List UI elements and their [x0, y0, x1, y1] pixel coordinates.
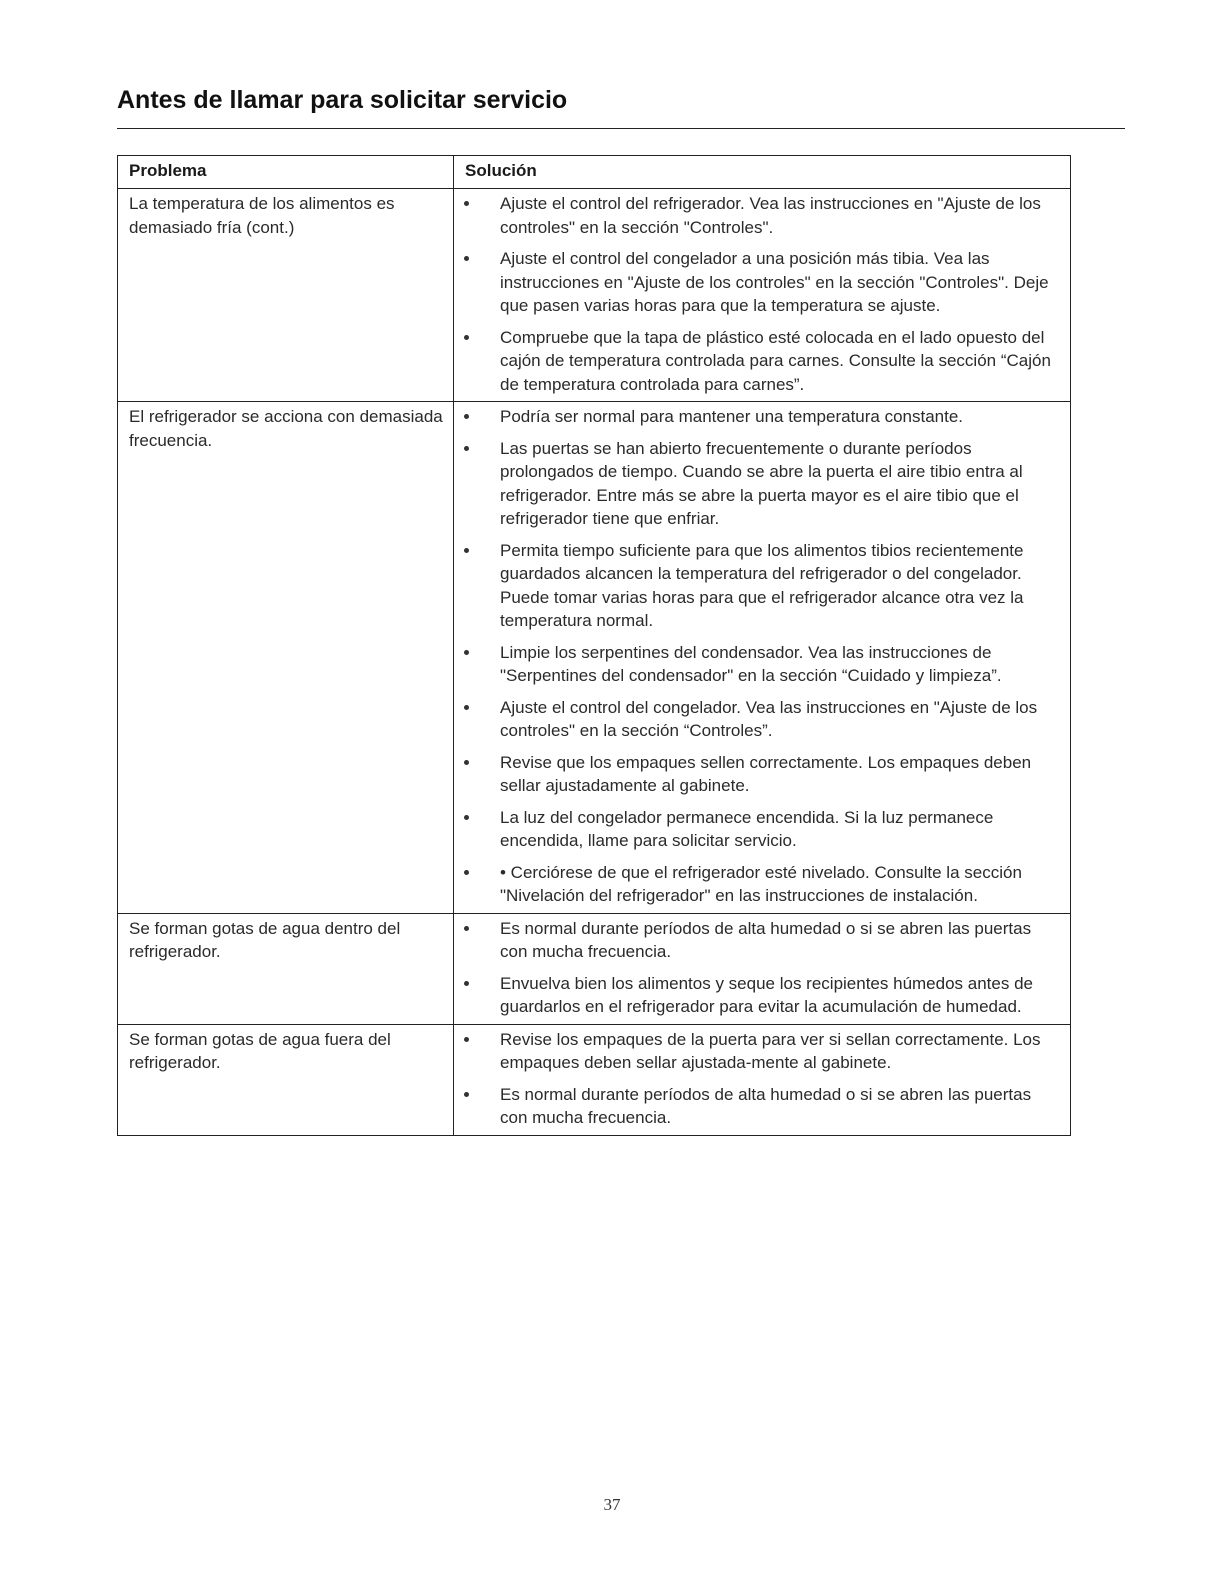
bullet-icon [464, 335, 469, 340]
solution-cell [454, 1024, 1071, 1135]
troubleshooting-table [117, 155, 1071, 1136]
solution-list [462, 405, 1060, 908]
solution-text: Ajuste el control del refrigerador. Vea las instrucciones en "Ajuste de los controles" en la sección "Controles". [500, 194, 1041, 237]
solution-text: Revise que los empaques sellen correctamente. Los empaques deben sellar ajustadamente al gabinete. [500, 752, 1032, 795]
solution-cell [454, 402, 1071, 914]
solution-item [462, 1028, 1060, 1075]
solution-text: Permita tiempo suficiente para que los alimentos tibios recientemente guardados alcancen la temperatura del refrigerador o del congelador. Puede tomar varias horas para que el refrigerador alcance otra vez la temperatura normal. [500, 540, 1024, 630]
solution-text: La luz del congelador permanece encendida. Si la luz permanece encendida, llame para solicitar servicio. [500, 807, 994, 850]
solution-text: Es normal durante períodos de alta humedad o si se abren las puertas con mucha frecuencia. [500, 1084, 1032, 1127]
table-header-row [118, 156, 1071, 189]
solution-item [462, 326, 1060, 397]
column-header-problem: Problema [118, 156, 454, 189]
solution-text: Es normal durante períodos de alta humedad o si se abren las puertas con mucha frecuencia. [500, 918, 1032, 961]
solution-item [462, 1083, 1060, 1130]
bullet-icon [464, 1092, 469, 1097]
solution-list [462, 917, 1060, 1019]
table-row [118, 913, 1071, 1024]
bullet-icon [464, 760, 469, 765]
solution-text: • Cerciórese de que el refrigerador esté nivelado. Consulte la sección "Nivelación del refrigerador" en las instrucciones de instalación. [500, 862, 1022, 905]
solution-text: Compruebe que la tapa de plástico esté colocada en el lado opuesto del cajón de temperatura controlada para carnes. Consulte la sección “Cajón de temperatura controlada para carnes”. [500, 327, 1051, 394]
bullet-icon [464, 650, 469, 655]
solution-item [462, 247, 1060, 318]
solution-cell [454, 189, 1071, 402]
problem-cell: La temperatura de los alimentos es demasiado fría (cont.) [118, 189, 454, 402]
bullet-icon [464, 414, 469, 419]
solution-text: Ajuste el control del congelador a una posición más tibia. Vea las instrucciones en "Ajuste de los controles" en la sección "Controles". Deje que pasen varias horas para que la temperatura se ajuste. [500, 249, 1049, 315]
solution-text: Podría ser normal para mantener una temperatura constante. [500, 407, 964, 426]
bullet-icon [464, 1037, 469, 1042]
solution-item [462, 861, 1060, 908]
column-header-solution: Solución [454, 156, 1071, 189]
solution-text: Revise los empaques de la puerta para ver si sellan correctamente. Los empaques deben sellar ajustada-mente al gabinete. [500, 1029, 1041, 1072]
solution-text: Las puertas se han abierto frecuentemente o durante períodos prolongados de tiempo. Cuando se abre la puerta el aire tibio entra al refrigerador. Entre más se abre la puerta mayor es el aire tibio que el refrigerador tiene que enfriar. [500, 438, 1023, 528]
solution-list [462, 192, 1060, 396]
solution-cell [454, 913, 1071, 1024]
page-title: Antes de llamar para solicitar servicio [117, 86, 568, 114]
bullet-icon [464, 446, 469, 451]
table-row [118, 189, 1071, 402]
problem-cell: El refrigerador se acciona con demasiada frecuencia. [118, 402, 454, 914]
table-row [118, 1024, 1071, 1135]
page-number: 37 [603, 1495, 621, 1514]
solution-item [462, 696, 1060, 743]
solution-item [462, 917, 1060, 964]
solution-item [462, 641, 1060, 688]
bullet-icon [464, 815, 469, 820]
solution-text: Limpie los serpentines del condensador. Vea las instrucciones de "Serpentines del condensador" en la sección “Cuidado y limpieza”. [500, 642, 1002, 685]
solution-list [462, 1028, 1060, 1130]
solution-item [462, 437, 1060, 531]
solution-item [462, 405, 1060, 429]
bullet-icon [464, 870, 469, 875]
bullet-icon [464, 256, 469, 261]
title-divider [117, 128, 1125, 129]
bullet-icon [464, 981, 469, 986]
solution-text: Ajuste el control del congelador. Vea las instrucciones en "Ajuste de los controles" en la sección “Controles”. [500, 697, 1038, 740]
solution-item [462, 192, 1060, 239]
bullet-icon [464, 201, 469, 206]
solution-item [462, 806, 1060, 853]
table-row [118, 402, 1071, 914]
bullet-icon [464, 548, 469, 553]
solution-item [462, 539, 1060, 633]
problem-cell: Se forman gotas de agua fuera del refrigerador. [118, 1024, 454, 1135]
solution-item [462, 751, 1060, 798]
problem-cell: Se forman gotas de agua dentro del refrigerador. [118, 913, 454, 1024]
solution-item [462, 972, 1060, 1019]
solution-text: Envuelva bien los alimentos y seque los recipientes húmedos antes de guardarlos en el refrigerador para evitar la acumulación de humedad. [500, 973, 1033, 1016]
bullet-icon [464, 705, 469, 710]
bullet-icon [464, 926, 469, 931]
